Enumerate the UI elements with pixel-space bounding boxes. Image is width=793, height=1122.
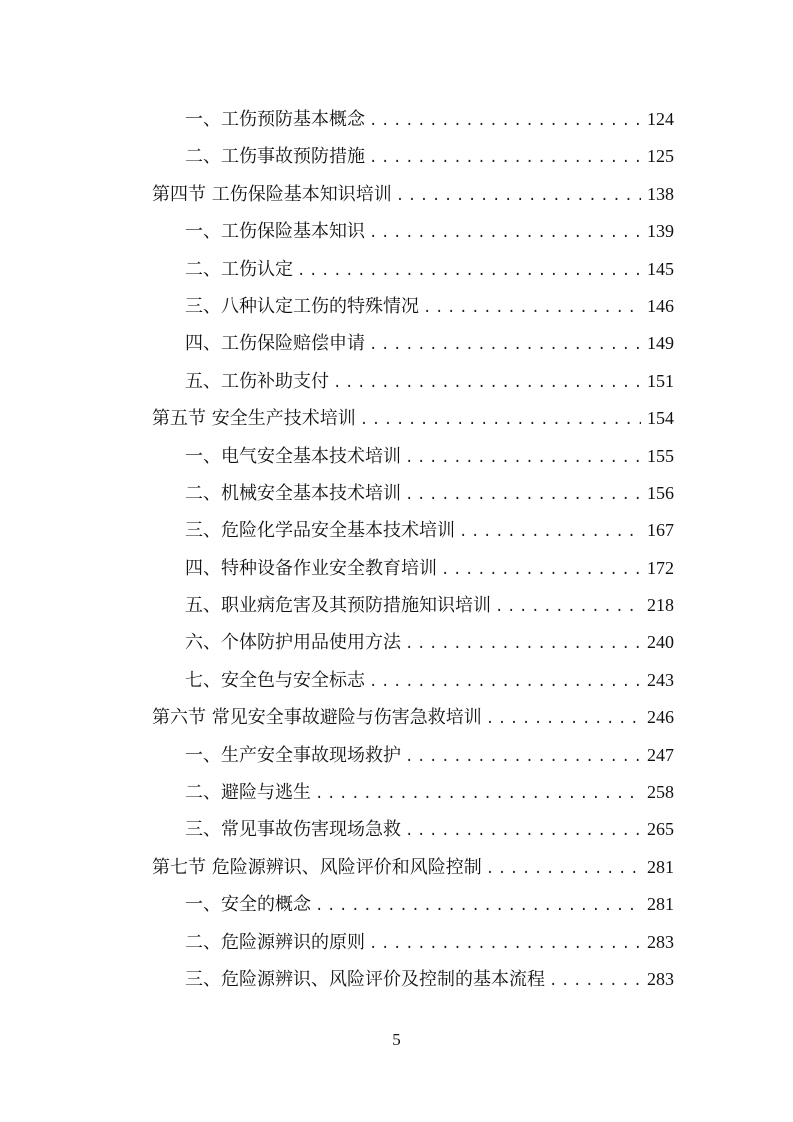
toc-item-entry[interactable]	[0, 810, 793, 847]
toc-entry-page-number: 125	[647, 146, 674, 167]
toc-entry-line	[185, 630, 674, 654]
toc-item-entry[interactable]	[0, 511, 793, 548]
toc-dot-leader	[405, 483, 641, 507]
toc-entry-title: 一、安全的概念	[185, 894, 311, 916]
toc-dot-leader	[369, 333, 641, 357]
toc-entry-page-number: 139	[647, 221, 674, 242]
toc-entry-page-number: 281	[647, 894, 674, 915]
toc-entry-line	[152, 855, 674, 879]
toc-entry-line	[185, 967, 674, 991]
toc-entry-page-number: 283	[647, 931, 674, 952]
toc-entry-line	[152, 406, 674, 430]
toc-entry-line	[185, 780, 674, 804]
toc-entry-line	[185, 743, 674, 767]
toc-entry-title: 二、危险源辨识的原则	[185, 931, 365, 953]
toc-entry-line	[185, 144, 674, 168]
toc-section-entry[interactable]	[0, 848, 793, 885]
toc-dot-leader	[405, 745, 641, 769]
toc-dot-leader	[441, 558, 641, 582]
toc-entry-page-number: 243	[647, 669, 674, 690]
toc-dot-leader	[369, 146, 641, 170]
toc-dot-leader	[486, 707, 641, 731]
toc-dot-leader	[405, 632, 641, 656]
toc-item-entry[interactable]	[0, 923, 793, 960]
toc-entry-page-number: 258	[647, 782, 674, 803]
toc-item-entry[interactable]	[0, 885, 793, 922]
toc-entry-page-number: 138	[647, 183, 674, 204]
toc-entry-line	[185, 294, 674, 318]
toc-entry-page-number: 218	[647, 595, 674, 616]
toc-entry-title: 二、工伤认定	[185, 258, 293, 280]
toc-entry-line	[185, 369, 674, 393]
toc-entry-title: 五、工伤补助支付	[185, 370, 329, 392]
toc-entry-page-number: 281	[647, 856, 674, 877]
toc-entry-title: 七、安全色与安全标志	[185, 669, 365, 691]
toc-entry-line	[185, 481, 674, 505]
toc-entry-line	[185, 556, 674, 580]
toc-entry-line	[185, 518, 674, 542]
toc-section-entry[interactable]	[0, 175, 793, 212]
toc-item-entry[interactable]	[0, 586, 793, 623]
toc-item-entry[interactable]	[0, 960, 793, 997]
toc-dot-leader	[333, 371, 641, 395]
toc-entry-line	[185, 107, 674, 131]
toc-entry-page-number: 246	[647, 707, 674, 728]
toc-entry-page-number: 151	[647, 370, 674, 391]
toc-dot-leader	[369, 109, 641, 133]
toc-item-entry[interactable]	[0, 137, 793, 174]
toc-entry-title: 二、避险与逃生	[185, 782, 311, 804]
toc-dot-leader	[297, 259, 641, 283]
toc-entry-title: 六、个体防护用品使用方法	[185, 632, 401, 654]
toc-entry-title: 四、特种设备作业安全教育培训	[185, 557, 437, 579]
toc-section-entry[interactable]	[0, 698, 793, 735]
toc-entry-line	[185, 892, 674, 916]
toc-entry-title: 三、八种认定工伤的特殊情况	[185, 295, 419, 317]
toc-entry-title: 二、机械安全基本技术培训	[185, 482, 401, 504]
toc-item-entry[interactable]	[0, 661, 793, 698]
toc-entry-title: 三、常见事故伤害现场急救	[185, 819, 401, 841]
toc-entry-title: 三、危险化学品安全基本技术培训	[185, 520, 455, 542]
toc-item-entry[interactable]	[0, 362, 793, 399]
toc-entry-title: 四、工伤保险赔偿申请	[185, 333, 365, 355]
toc-entry-page-number: 240	[647, 632, 674, 653]
toc-dot-leader	[405, 819, 641, 843]
toc-dot-leader	[369, 670, 641, 694]
toc-item-entry[interactable]	[0, 623, 793, 660]
toc-entry-page-number: 167	[647, 520, 674, 541]
toc-entry-title: 三、危险源辨识、风险评价及控制的基本流程	[185, 968, 545, 990]
toc-dot-leader	[369, 932, 641, 956]
toc-entry-line	[185, 668, 674, 692]
toc-entry-page-number: 124	[647, 109, 674, 129]
toc-entry-page-number: 146	[647, 295, 674, 316]
toc-entry-title: 五、职业病危害及其预防措施知识培训	[185, 595, 491, 617]
toc-entry-title: 一、工伤预防基本概念	[185, 109, 365, 130]
toc-item-entry[interactable]	[0, 250, 793, 287]
toc-dot-leader	[405, 446, 641, 470]
toc-entry-page-number: 283	[647, 968, 674, 989]
toc-entry-line	[185, 930, 674, 954]
toc-entry-title: 第六节 常见安全事故避险与伤害急救培训	[152, 707, 482, 729]
toc-item-entry[interactable]	[0, 773, 793, 810]
toc-entry-page-number: 247	[647, 744, 674, 765]
toc-dot-leader	[396, 184, 641, 208]
toc-item-entry[interactable]	[0, 474, 793, 511]
toc-dot-leader	[369, 221, 641, 245]
page-number: 5	[392, 1030, 401, 1049]
toc-dot-leader	[486, 857, 641, 881]
toc-item-entry[interactable]	[0, 736, 793, 773]
toc-entry-title: 第七节 危险源辨识、风险评价和风险控制	[152, 856, 482, 878]
toc-entry-title: 一、生产安全事故现场救护	[185, 744, 401, 766]
toc-item-entry[interactable]	[0, 549, 793, 586]
toc-entry-page-number: 155	[647, 445, 674, 466]
toc-dot-leader	[315, 894, 641, 918]
toc-entry-line	[185, 817, 674, 841]
toc-entry-line	[152, 705, 674, 729]
toc-entry-page-number: 145	[647, 258, 674, 279]
toc-entry-page-number: 154	[647, 408, 674, 429]
toc-entry-line	[185, 257, 674, 281]
toc-entry-page-number: 156	[647, 482, 674, 503]
toc-item-entry[interactable]	[0, 212, 793, 249]
toc-entry-title: 第四节 工伤保险基本知识培训	[152, 183, 392, 205]
toc-entry-title: 二、工伤事故预防措施	[185, 146, 365, 168]
toc-dot-leader	[423, 296, 641, 320]
toc-entry-line	[185, 219, 674, 243]
toc-item-entry[interactable]	[0, 324, 793, 361]
toc-item-entry[interactable]	[0, 437, 793, 474]
toc-entry-line	[185, 593, 674, 617]
toc-dot-leader	[360, 408, 641, 432]
toc-entry-title: 一、电气安全基本技术培训	[185, 445, 401, 467]
toc-dot-leader	[549, 969, 641, 993]
toc-entry-line	[185, 444, 674, 468]
toc-dot-leader	[315, 782, 641, 806]
toc-entry-page-number: 265	[647, 819, 674, 840]
toc-entry-title: 一、工伤保险基本知识	[185, 221, 365, 243]
toc-item-entry[interactable]	[0, 287, 793, 324]
toc-entry-line	[185, 331, 674, 355]
toc-entry-page-number: 172	[647, 557, 674, 578]
toc-entry-page-number: 149	[647, 333, 674, 354]
table-of-contents	[0, 100, 793, 997]
toc-section-entry[interactable]	[0, 399, 793, 436]
toc-dot-leader	[459, 520, 641, 544]
toc-entry-title: 第五节 安全生产技术培训	[152, 408, 356, 430]
toc-entry-line	[152, 182, 674, 206]
toc-item-entry[interactable]	[0, 100, 793, 137]
toc-dot-leader	[495, 595, 641, 619]
